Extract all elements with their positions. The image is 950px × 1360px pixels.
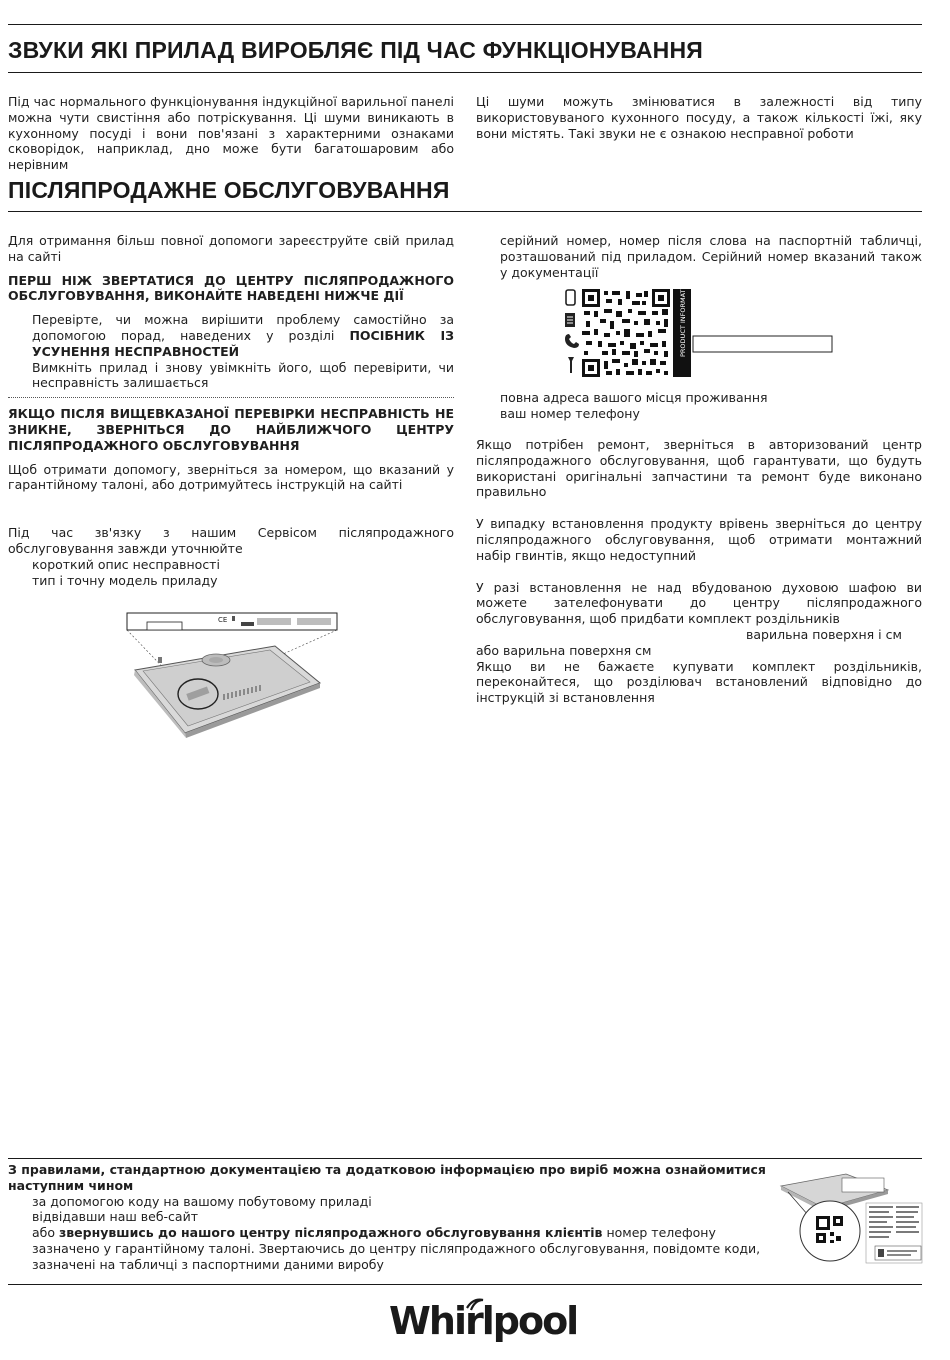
- when-contact-text: Під час зв'язку з нашим Сервісом післяпродажного обслуговування завжди уточнюйте: [8, 525, 454, 556]
- sounds-right-column: [476, 94, 922, 141]
- service-contact-item: [8, 1225, 768, 1241]
- contact-details-list: [500, 390, 922, 422]
- section-title-sounds: ЗВУКИ ЯКІ ПРИЛАД ВИРОБЛЯЄ ПІД ЧАС ФУНКЦІОНУВАННЯ: [8, 37, 704, 63]
- website-item: відвідавши наш веб-сайт: [32, 1209, 198, 1225]
- rating-plate-illustration: [120, 608, 345, 747]
- service-contact-post: номер телефону: [602, 1225, 716, 1241]
- restart-item: Вимкніть прилад і знову увімкніть його, щоб перевірити, чи несправність залишається: [32, 359, 454, 391]
- check-self-item: [8, 312, 454, 359]
- repair-text: Якщо потрібен ремонт, зверніться в авторизований центр післяпродажного обслуговування, щоб гарантувати, що будуть використані оригінальні запчастини та ремонт буде виконано правильно: [476, 437, 922, 500]
- serial-number-text: серійний номер, номер після слова на паспортній табличці, розташований під приладом. Серійний номер вказаний також у документації: [500, 233, 922, 280]
- model-item: тип і точну модель приладу: [32, 572, 218, 588]
- footer-product-label-illustration: [778, 1170, 924, 1274]
- sounds-right-text: Ці шуми можуть змінюватися в залежності від типу використовуваного кухонного посуду, а також кількості їжі, яку вони містять. Такі звуки не є ознакою несправної роботи: [476, 94, 922, 141]
- dotted-divider: [8, 397, 454, 398]
- wrench-icon: [568, 357, 574, 373]
- section-rule: [8, 72, 922, 73]
- qr-code-item: за допомогою коду на вашому побутовому приладі: [32, 1193, 372, 1209]
- after-sales-right-column: [476, 437, 922, 706]
- if-fault-heading: ЯКЩО ПІСЛЯ ВИЩЕВКАЗАНОЇ ПЕРЕВІРКИ НЕСПРАВНІСТЬ НЕ ЗНИКНЕ, ЗВЕРНІТЬСЯ ДО НАЙБЛИЖЧОГО ЦЕНТРУ ПІСЛЯПРОДАЖНОГО ОБСЛУГОВУВАННЯ: [8, 406, 454, 453]
- documentation-heading: З правилами, стандартною документацією та додатковою інформацією про виріб можна ознайомитися наступним чином: [8, 1162, 766, 1193]
- rating-plate-codes-note: зазначені на табличці з паспортними даними виробу: [32, 1256, 384, 1272]
- logo-swoosh-icon: [389, 1296, 549, 1348]
- built-in-install-text: У випадку встановлення продукту врівень зверніться до центру післяпродажного обслуговування, щоб отримати монтажний набір гвинтів, якщо недоступний: [476, 516, 922, 563]
- get-help-text: Щоб отримати допомогу, зверніться за номером, що вказаний у гарантійному талоні, або дотримуйтесь інструкцій на сайті: [8, 461, 454, 493]
- service-contact-pre: або: [32, 1225, 59, 1241]
- separator-size-option-1: варильна поверхня і см: [746, 626, 902, 642]
- svg-text:CE: CE: [218, 616, 228, 624]
- top-rule: [8, 24, 922, 25]
- product-info-qr-graphic: [562, 287, 834, 383]
- footer-top-rule: [8, 1158, 922, 1159]
- fault-description-item: короткий опис несправності: [32, 556, 220, 572]
- check-self-text: Перевірте, чи можна вирішити проблему самостійно за допомогою порад, наведених у розділі: [32, 312, 454, 343]
- section-rule: [8, 211, 922, 212]
- sounds-left-column: [8, 94, 454, 173]
- phone-device-icon: [566, 290, 575, 305]
- after-sales-left-column: [8, 233, 454, 588]
- register-intro: Для отримання більш повної допомоги зареєструйте свій прилад на сайті: [8, 233, 454, 264]
- brand-name: Whirlpool: [389, 1299, 578, 1343]
- address-item: повна адреса вашого місця проживання: [500, 390, 768, 405]
- phone-call-icon: [565, 334, 579, 348]
- serial-number-block: [500, 233, 922, 280]
- separator-no-kit-text: Якщо ви не бажаєте купувати комплект роздільників, переконайтеся, що розділювач встановлений відповідно до інструкцій зі встановлення: [476, 658, 922, 706]
- separator-kit-text: У разі встановлення не над вбудованою духовою шафою ви можете зателефонувати до центру післяпродажного обслуговування, щоб придбати комплект роздільників: [476, 579, 922, 627]
- product-information-tag: PRODUCT INFORMATION: [679, 287, 687, 357]
- warranty-phone-note: зазначено у гарантійному талоні. Звертаючись до центру післяпродажного обслуговування, повідомте коди,: [32, 1240, 761, 1256]
- sounds-left-text: Під час нормального функціонування індукційної варильної панелі можна чути свистіння або потріскування. Ці шуми виникають в кухонному посуді і вони пов'язані з характерними ознаками сковорідок, наприклад, дно може бути багатошаровим або нерівним: [8, 94, 454, 173]
- troubleshooting-guide-ref: ПОСІБНИК ІЗ УСУНЕННЯ НЕСПРАВНОСТЕЙ: [32, 327, 454, 359]
- footer-bottom-rule: [8, 1284, 922, 1285]
- separator-size-option-2: або варильна поверхня см: [476, 642, 652, 658]
- service-contact-bold: звернувшись до нашого центру післяпродажного обслуговування клієнтів: [59, 1225, 603, 1241]
- section-title-after-sales: ПІСЛЯПРОДАЖНЕ ОБСЛУГОВУВАННЯ: [8, 177, 450, 203]
- before-contact-heading: ПЕРШ НІЖ ЗВЕРТАТИСЯ ДО ЦЕНТРУ ПІСЛЯПРОДАЖНОГО ОБСЛУГОВУВАННЯ, ВИКОНАЙТЕ НАВЕДЕНІ НИЖЧЕ ДІЇ: [8, 272, 454, 304]
- documentation-info-block: [8, 1162, 768, 1273]
- phone-item: ваш номер телефону: [500, 405, 640, 421]
